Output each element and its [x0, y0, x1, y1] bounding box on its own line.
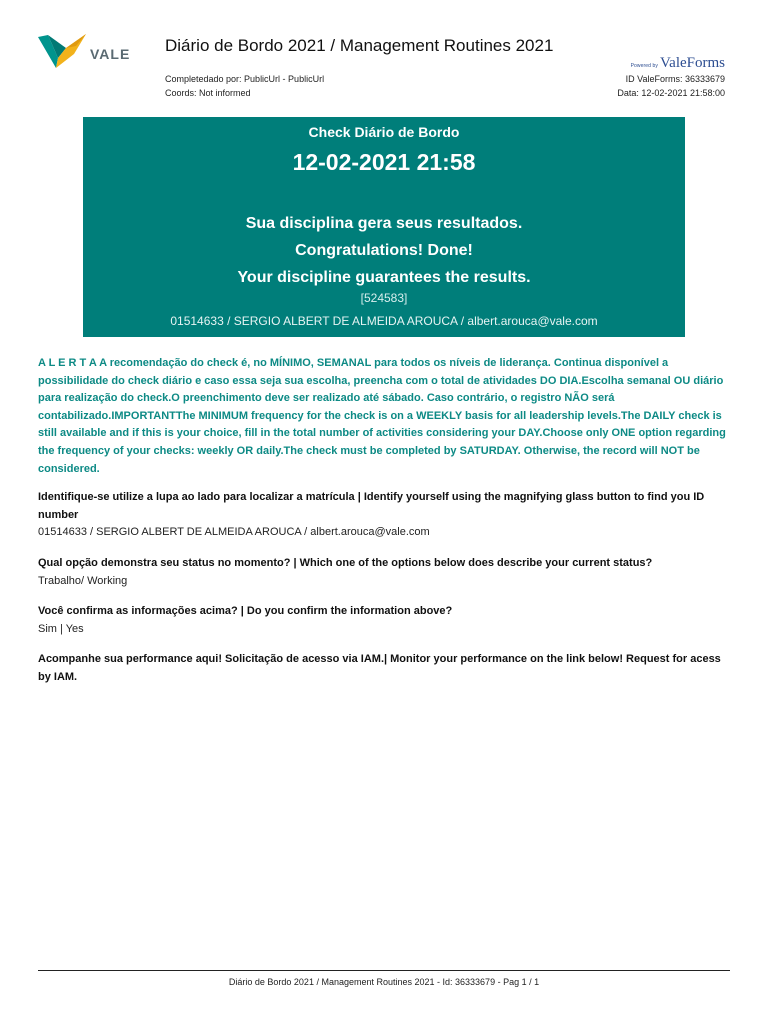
banner-message: [83, 210, 685, 291]
question-block: [38, 555, 728, 590]
powered-by-label: Powered by: [630, 63, 658, 69]
question-label: Acompanhe sua performance aqui! Solicitação de acesso via IAM.| Monitor your performance on the link below! Request for acess by IAM.: [38, 653, 721, 683]
id-valeforms: ID ValeForms: 36333679: [625, 74, 725, 84]
header-meta-right: [617, 56, 725, 100]
question-block: [38, 651, 728, 686]
banner-message-line: Sua disciplina gera seus resultados.: [245, 215, 523, 232]
vale-logo: [38, 32, 130, 70]
question-block: [38, 489, 728, 542]
header-meta-left: [165, 72, 324, 100]
answer-value: Trabalho/ Working: [38, 574, 128, 587]
question-label: Identifique-se utilize a lupa ao lado para localizar a matrícula | Identify yourself using the magnifying glass button to find you ID number: [38, 491, 705, 521]
submission-date: Data: 12-02-2021 21:58:00: [617, 88, 725, 98]
banner-message-line: Congratulations! Done!: [295, 242, 473, 259]
coords: Coords: Not informed: [165, 88, 251, 98]
page-header: [0, 0, 768, 110]
valeforms-brand: ValeForms: [660, 55, 725, 71]
banner-message-line: Your discipline guarantees the results.: [237, 269, 531, 286]
result-banner: [83, 117, 685, 337]
banner-user: 01514633 / SERGIO ALBERT DE ALMEIDA AROUCA / albert.arouca@vale.com: [170, 314, 598, 328]
logo-text: VALE: [90, 46, 130, 62]
question-block: [38, 603, 728, 638]
valeforms-logo: [617, 56, 725, 72]
banner-title: Check Diário de Bordo: [308, 124, 460, 140]
footer-divider: [38, 970, 730, 971]
question-label: Você confirma as informações acima? | Do you confirm the information above?: [38, 605, 453, 617]
answer-value: Sim | Yes: [38, 622, 84, 635]
completed-by: Completedado por: PublicUrl - PublicUrl: [165, 74, 325, 84]
document-title: Diário de Bordo 2021 / Management Routines 2021: [165, 36, 554, 55]
alert-text: A L E R T A A recomendação do check é, no MÍNIMO, SEMANAL para todos os níveis de liderança. Continua disponível a possibilidade do check diário e caso essa seja sua escolha, preencha com o total de atividades DO DIA.Escolha semanal OU diário para realização do check.O preenchimento deve ser realizado até sábado. Caso contrário, o registro NÃO será contabilizado.IMPORTANTThe MINIMUM frequency for the check is on a WEEKLY basis for all leadership levels.The DAILY check is still available and if this is your choice, fill in the total number of activities considering your DAY.Choose only ONE option regarding the frequency of your checks: weekly OR daily.The check must be completed by SATURDAY. Otherwise, the record will NOT be considered.: [38, 357, 726, 475]
banner-datetime: 12-02-2021 21:58: [292, 149, 476, 175]
page-footer: Diário de Bordo 2021 / Management Routines 2021 - Id: 36333679 - Pag 1 / 1: [228, 977, 540, 987]
banner-code: [524583]: [360, 291, 408, 305]
answer-value: 01514633 / SERGIO ALBERT DE ALMEIDA AROUCA / albert.arouca@vale.com: [38, 526, 430, 539]
question-label: Qual opção demonstra seu status no momento? | Which one of the options below does describe your current status?: [38, 557, 653, 569]
